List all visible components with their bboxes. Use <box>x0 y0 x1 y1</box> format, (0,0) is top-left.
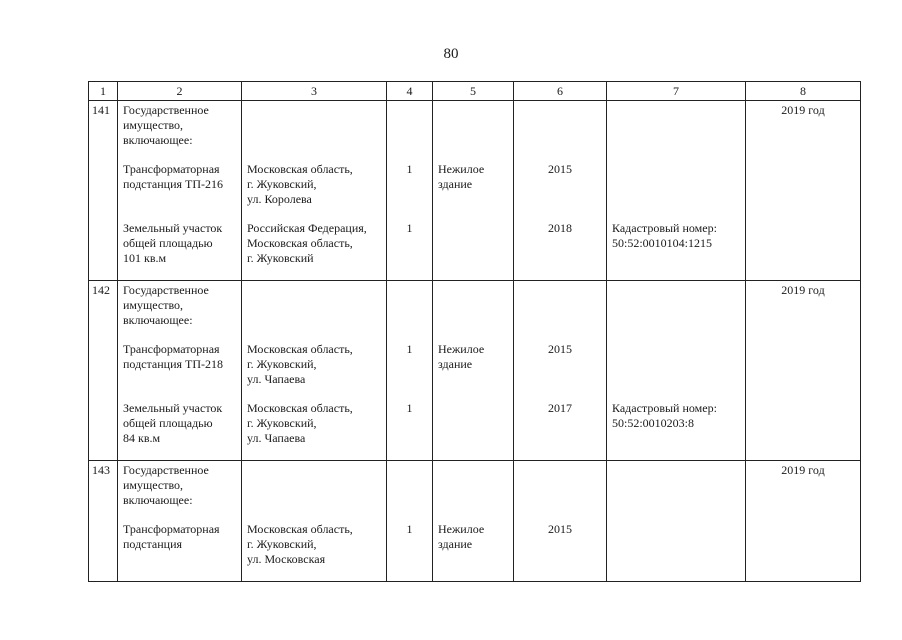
item-name-line: Земельный участок <box>123 221 223 235</box>
item-name-line: общей площадью <box>123 236 213 250</box>
privatization-year-cell <box>746 101 861 281</box>
year-built-value: 2018 <box>548 221 572 235</box>
object-type-line: здание <box>438 537 473 551</box>
privatization-year: 2019 год <box>781 103 825 117</box>
address-line: Российская Федерация, <box>247 221 367 235</box>
cadastral-cell <box>607 281 746 461</box>
quantity-cell <box>387 101 433 281</box>
cadastral-cell <box>607 101 746 281</box>
column-header-8: 8 <box>746 82 861 101</box>
column-header-5: 5 <box>433 82 514 101</box>
address-line: ул. Чапаева <box>247 372 306 386</box>
quantity-cell <box>387 281 433 461</box>
table-row <box>89 101 861 281</box>
item-name-line: подстанция <box>123 537 183 551</box>
group-title-line: включающее: <box>123 133 193 147</box>
table-row <box>89 281 861 461</box>
column-header-2: 2 <box>118 82 242 101</box>
row-number: 141 <box>89 101 118 281</box>
object-type-cell <box>433 461 514 582</box>
address-line: ул. Королева <box>247 192 312 206</box>
object-name-cell <box>118 281 242 461</box>
object-type-line: здание <box>438 177 473 191</box>
group-title-line: Государственное <box>123 283 209 297</box>
address-line: ул. Чапаева <box>247 431 306 445</box>
year-built-value: 2017 <box>548 401 572 415</box>
column-header-1: 1 <box>89 82 118 101</box>
address-cell <box>242 281 387 461</box>
column-header-3: 3 <box>242 82 387 101</box>
year-built-value: 2015 <box>548 162 572 176</box>
table-row <box>89 461 861 582</box>
object-type-line: Нежилое <box>438 162 485 176</box>
year-built-cell <box>514 461 607 582</box>
address-line: Московская область, <box>247 401 353 415</box>
property-table <box>88 81 861 582</box>
page-number: 80 <box>443 46 459 62</box>
item-name-line: подстанция ТП-216 <box>123 177 224 191</box>
group-title-line: включающее: <box>123 493 193 507</box>
cadastral-line: Кадастровый номер: <box>612 221 717 235</box>
column-header-7: 7 <box>607 82 746 101</box>
address-line: ул. Московская <box>247 552 326 566</box>
object-type-line: Нежилое <box>438 522 485 536</box>
cadastral-cell <box>607 461 746 582</box>
row-number: 142 <box>89 281 118 461</box>
quantity-cell <box>387 461 433 582</box>
column-header-4: 4 <box>387 82 433 101</box>
row-number: 143 <box>89 461 118 582</box>
address-line: г. Жуковский, <box>247 537 317 551</box>
item-name-line: 84 кв.м <box>123 431 161 445</box>
year-built-cell <box>514 281 607 461</box>
header-row <box>89 82 861 101</box>
item-name-line: Трансформаторная <box>123 162 220 176</box>
cadastral-line: 50:52:0010203:8 <box>612 416 695 430</box>
item-name-line: общей площадью <box>123 416 213 430</box>
group-title-line: Государственное <box>123 463 209 477</box>
item-name-line: Трансформаторная <box>123 522 220 536</box>
object-name-cell <box>118 461 242 582</box>
address-cell <box>242 101 387 281</box>
address-line: Московская область, <box>247 162 353 176</box>
address-line: Московская область, <box>247 342 353 356</box>
quantity-value: 1 <box>406 221 413 235</box>
privatization-year: 2019 год <box>781 463 825 477</box>
column-header-6: 6 <box>514 82 607 101</box>
object-type-line: Нежилое <box>438 342 485 356</box>
address-line: г. Жуковский, <box>247 177 317 191</box>
address-line: г. Жуковский, <box>247 416 317 430</box>
object-name-cell <box>118 101 242 281</box>
item-name-line: подстанция ТП-218 <box>123 357 224 371</box>
group-title-line: имущество, <box>123 478 184 492</box>
address-line: Московская область, <box>247 522 353 536</box>
group-title-line: имущество, <box>123 298 184 312</box>
group-title-line: Государственное <box>123 103 209 117</box>
group-title-line: имущество, <box>123 118 184 132</box>
item-name-line: Земельный участок <box>123 401 223 415</box>
quantity-value: 1 <box>406 162 413 176</box>
year-built-value: 2015 <box>548 522 572 536</box>
address-cell <box>242 461 387 582</box>
privatization-year-cell <box>746 281 861 461</box>
cadastral-line: Кадастровый номер: <box>612 401 717 415</box>
privatization-year-cell <box>746 461 861 582</box>
quantity-value: 1 <box>406 401 413 415</box>
address-line: г. Жуковский, <box>247 357 317 371</box>
privatization-year: 2019 год <box>781 283 825 297</box>
item-name-line: 101 кв.м <box>123 251 167 265</box>
address-line: г. Жуковский <box>247 251 314 265</box>
object-type-cell <box>433 281 514 461</box>
quantity-value: 1 <box>406 342 413 356</box>
object-type-cell <box>433 101 514 281</box>
quantity-value: 1 <box>406 522 413 536</box>
cadastral-line: 50:52:0010104:1215 <box>612 236 713 250</box>
group-title-line: включающее: <box>123 313 193 327</box>
item-name-line: Трансформаторная <box>123 342 220 356</box>
object-type-line: здание <box>438 357 473 371</box>
year-built-value: 2015 <box>548 342 572 356</box>
year-built-cell <box>514 101 607 281</box>
address-line: Московская область, <box>247 236 353 250</box>
